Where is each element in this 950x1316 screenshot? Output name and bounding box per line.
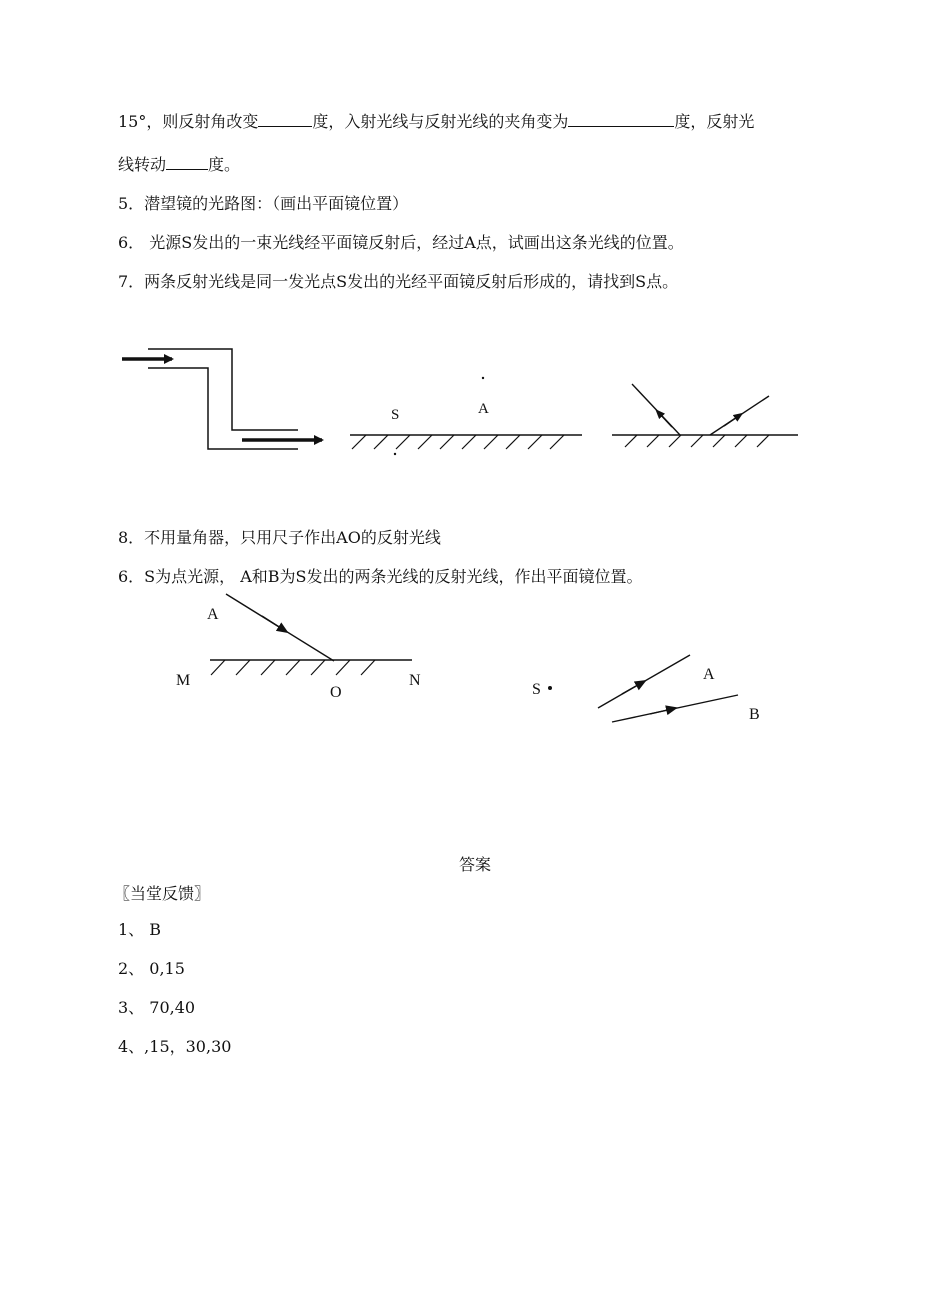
ray-arrow [650,708,676,714]
mirror-hatching [211,660,375,675]
two-reflected-rays-diagram [612,384,798,447]
label-ray-b: B [749,706,760,723]
q4-text-5: 度。 [208,155,241,174]
question-6-second: 6．S为点光源， A和B为S发出的两条光线的反射光线，作出平面镜位置。 [118,567,643,586]
ray-arrow [658,412,672,427]
answer-item-4: 4、,15，30,30 [118,1037,232,1056]
label-s: S [391,407,400,423]
question-7: 7．两条反射光线是同一发光点S发出的光经平面镜反射后形成的，请找到S点。 [118,272,679,291]
label-s: S [532,681,541,698]
answer-item-3: 3、 70,40 [118,998,196,1017]
label-ray-a: A [703,666,715,683]
label-n: N [409,672,421,689]
ray-arrow [724,415,740,426]
question-6: 6． 光源S发出的一束光线经平面镜反射后，经过A点，试画出这条光线的位置。 [118,233,684,252]
point-dot [394,453,396,455]
reflected-ray-left [632,384,680,435]
answer-item-1: 1、 B [118,920,162,939]
label-a: A [207,606,219,623]
incident-ray-ao [226,594,334,661]
point-a-dot [482,377,484,379]
mirror-hatching [352,435,564,449]
answers-title: 答案 [458,855,491,874]
answers-section-heading: 〖当堂反馈〗 [114,884,211,903]
mirror-hatching [625,435,769,447]
question-5: 5．潜望镜的光路图：（画出平面镜位置） [118,194,409,213]
q4-text-1: 15°，则反射角改变 [118,112,259,131]
q4-text-2: 度，入射光线与反射光线的夹角变为 [312,112,569,131]
label-m: M [176,672,191,689]
periscope-diagram [122,349,322,449]
reflected-ray-b [612,695,738,722]
reflected-ray-a [598,655,690,708]
label-o: O [330,684,342,701]
ray-arrow [622,681,645,694]
point-source-diagram [532,655,760,723]
point-s-dot [548,686,552,690]
label-a: A [478,401,489,417]
question-8: 8．不用量角器，只用尺子作出AO的反射光线 [118,528,441,547]
q4-text-4: 线转动 [118,155,167,174]
answer-item-2: 2、 0,15 [118,959,185,978]
ray-arrow [262,616,287,632]
mirror-mn-diagram [176,594,421,701]
figure-row-1 [0,0,950,480]
mirror-s-a-diagram [350,377,582,455]
q4-text-3: 度，反射光 [674,112,755,131]
